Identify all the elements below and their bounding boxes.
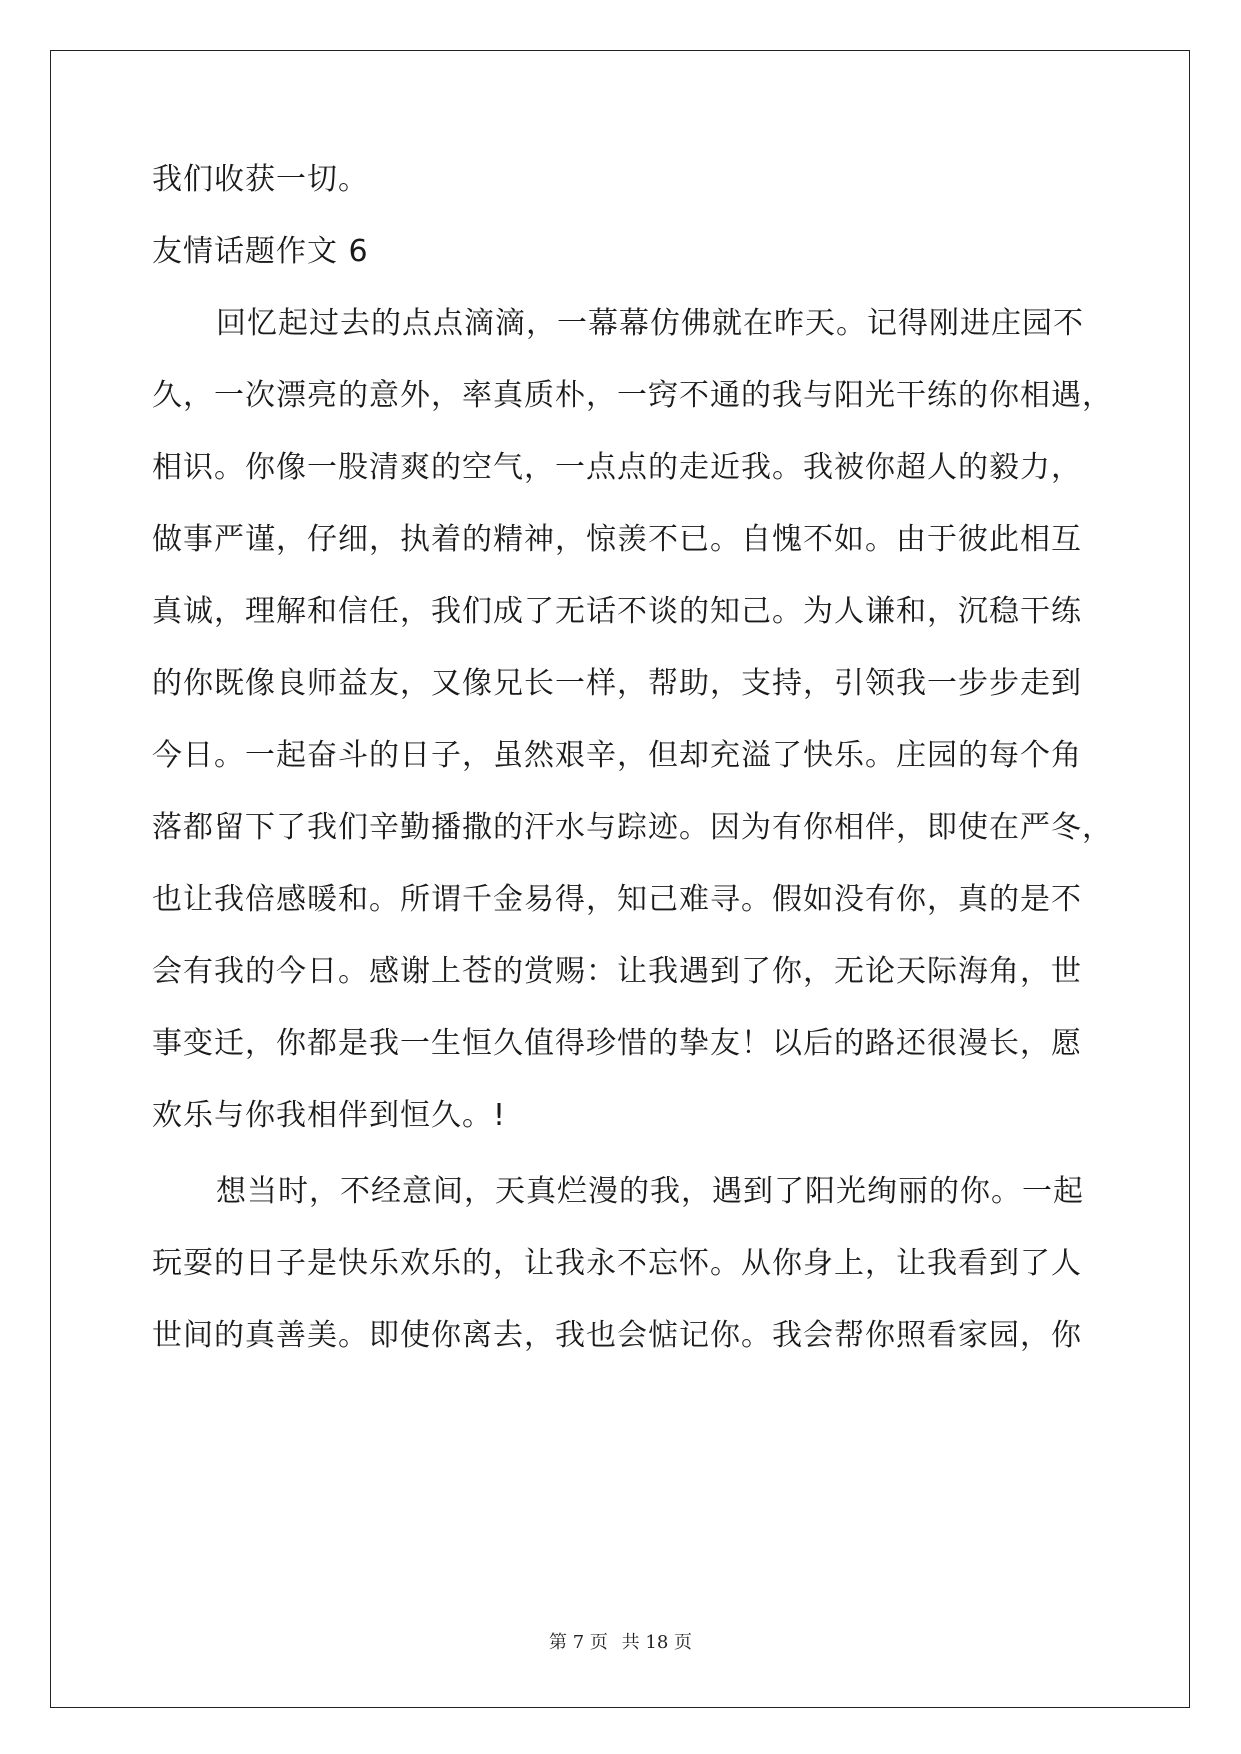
page-border	[50, 50, 1190, 1708]
text-line: 落都留下了我们辛勤播撒的汗水与踪迹。因为有你相伴，即使在严冬，	[152, 810, 1113, 845]
section-heading: 友情话题作文 6	[152, 234, 369, 269]
text-line: 玩耍的日子是快乐欢乐的，让我永不忘怀。从你身上，让我看到了人	[152, 1246, 1082, 1281]
text-line: 回忆起过去的点点滴滴，一幕幕仿佛就在昨天。记得刚进庄园不	[216, 306, 1084, 341]
text-line: 欢乐与你我相伴到恒久。!	[152, 1098, 507, 1133]
text-line: 也让我倍感暖和。所谓千金易得，知己难寻。假如没有你，真的是不	[152, 882, 1082, 917]
text-line: 做事严谨，仔细，执着的精神，惊羡不已。自愧不如。由于彼此相互	[152, 522, 1082, 557]
page-number: 第 7 页	[549, 1632, 608, 1653]
text-line: 的你既像良师益友，又像兄长一样，帮助，支持，引领我一步步走到	[152, 666, 1082, 701]
text-line: 相识。你像一股清爽的空气，一点点的走近我。我被你超人的毅力，	[152, 450, 1082, 485]
text-line: 事变迁，你都是我一生恒久值得珍惜的挚友！以后的路还很漫长，愿	[152, 1026, 1082, 1061]
text-line: 今日。一起奋斗的日子，虽然艰辛，但却充溢了快乐。庄园的每个角	[152, 738, 1082, 773]
text-line: 真诚，理解和信任，我们成了无话不谈的知己。为人谦和，沉稳干练	[152, 594, 1082, 629]
page-footer	[0, 1628, 1241, 1654]
text-line: 我们收获一切。	[152, 162, 369, 197]
text-line: 想当时，不经意间，天真烂漫的我，遇到了阳光绚丽的你。一起	[216, 1174, 1084, 1209]
page-total: 共 18 页	[621, 1632, 692, 1653]
text-line: 会有我的今日。感谢上苍的赏赐：让我遇到了你，无论天际海角，世	[152, 954, 1082, 989]
text-line: 久，一次漂亮的意外，率真质朴，一窍不通的我与阳光干练的你相遇，	[152, 378, 1113, 413]
text-line: 世间的真善美。即使你离去，我也会惦记你。我会帮你照看家园，你	[152, 1318, 1082, 1353]
